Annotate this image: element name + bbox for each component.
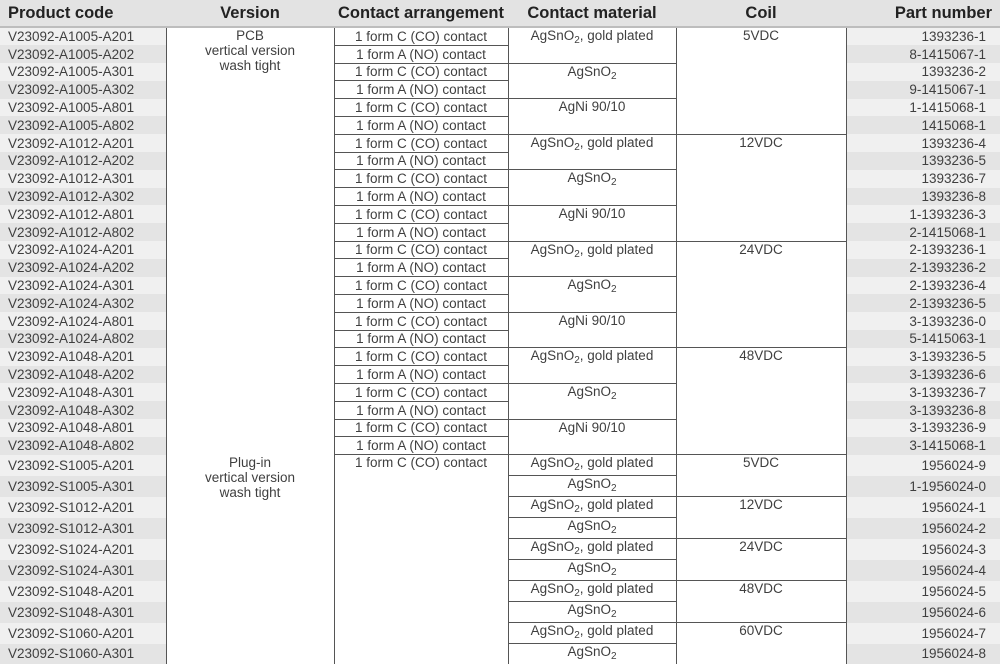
product-code-cell: V23092-A1005-A802 <box>0 116 166 134</box>
table-row <box>0 152 1000 170</box>
material-subscript: 2 <box>610 70 617 82</box>
contact-material-cell <box>508 63 676 99</box>
part-number-cell: 1393236-5 <box>846 152 1000 170</box>
material-subscript: 2 <box>610 651 617 663</box>
contact-material-cell <box>508 205 676 241</box>
contact-arrangement-cell: 1 form A (NO) contact <box>334 366 508 384</box>
product-code-cell: V23092-S1024-A301 <box>0 560 166 581</box>
table-row <box>0 99 1000 117</box>
part-number-cell: 1-1393236-3 <box>846 205 1000 223</box>
part-number-cell: 1956024-2 <box>846 518 1000 539</box>
coil-cell: 5VDC <box>676 455 846 497</box>
contact-arrangement-cell: 1 form A (NO) contact <box>334 437 508 455</box>
material-name: AgSnO <box>567 383 611 399</box>
table-row <box>0 259 1000 277</box>
product-code-cell: V23092-A1012-A201 <box>0 134 166 152</box>
coil-cell: 48VDC <box>676 581 846 623</box>
material-suffix: , gold plated <box>579 455 654 471</box>
contact-arrangement-cell: 1 form A (NO) contact <box>334 330 508 348</box>
contact-arrangement-cell: 1 form A (NO) contact <box>334 45 508 63</box>
part-number-cell: 3-1393236-5 <box>846 348 1000 366</box>
part-number-cell: 1956024-9 <box>846 455 1000 476</box>
contact-arrangement-cell: 1 form C (CO) contact <box>334 63 508 81</box>
part-number-cell: 3-1393236-0 <box>846 312 1000 330</box>
material-name: AgSnO <box>530 28 575 43</box>
part-number-cell: 1956024-1 <box>846 497 1000 518</box>
part-number-cell: 3-1415068-1 <box>846 437 1000 455</box>
material-name: AgSnO <box>567 560 611 576</box>
product-code-cell: V23092-A1048-A801 <box>0 419 166 437</box>
version-line: wash tight <box>219 58 281 73</box>
material-suffix: , gold plated <box>579 28 654 43</box>
material-subscript: 2 <box>574 248 580 260</box>
material-name: AgSnO <box>530 134 575 150</box>
part-number-cell: 2-1393236-1 <box>846 241 1000 259</box>
product-code-cell: V23092-A1024-A201 <box>0 241 166 259</box>
part-number-cell: 8-1415067-1 <box>846 45 1000 63</box>
version-line: vertical version <box>204 469 296 485</box>
contact-material-cell <box>508 476 676 497</box>
part-number-cell: 1-1415068-1 <box>846 99 1000 117</box>
product-code-cell: V23092-A1005-A801 <box>0 99 166 117</box>
version-cell <box>166 27 334 455</box>
header-part-number: Part number <box>846 0 1000 27</box>
product-code-cell: V23092-A1024-A301 <box>0 277 166 295</box>
product-code-cell: V23092-S1005-A301 <box>0 476 166 497</box>
table-row <box>0 455 1000 476</box>
table-row <box>0 330 1000 348</box>
table-row <box>0 294 1000 312</box>
header-row <box>0 0 1000 27</box>
table-row <box>0 63 1000 81</box>
coil-cell: 24VDC <box>676 539 846 581</box>
material-subscript: 2 <box>574 462 580 474</box>
contact-material-cell <box>508 99 676 135</box>
material-suffix: , gold plated <box>579 134 654 150</box>
contact-material-cell <box>508 581 676 602</box>
contact-arrangement-cell: 1 form A (NO) contact <box>334 188 508 206</box>
product-code-cell: V23092-A1024-A302 <box>0 294 166 312</box>
contact-arrangement-cell: 1 form C (CO) contact <box>334 348 508 366</box>
contact-arrangement-cell: 1 form C (CO) contact <box>334 205 508 223</box>
product-code-cell: V23092-A1048-A301 <box>0 383 166 401</box>
contact-arrangement-cell: 1 form C (CO) contact <box>334 99 508 117</box>
part-number-cell: 9-1415067-1 <box>846 81 1000 99</box>
contact-arrangement-cell: 1 form C (CO) contact <box>334 241 508 259</box>
material-subscript: 2 <box>610 177 617 189</box>
material-subscript: 2 <box>574 141 580 153</box>
material-suffix: , gold plated <box>579 539 654 555</box>
contact-material-cell <box>508 539 676 560</box>
material-name: AgSnO <box>530 539 575 555</box>
part-number-cell: 2-1393236-2 <box>846 259 1000 277</box>
product-code-cell: V23092-A1024-A802 <box>0 330 166 348</box>
table-row <box>0 437 1000 455</box>
part-number-cell: 1393236-4 <box>846 134 1000 152</box>
material-suffix: , gold plated <box>579 348 654 364</box>
product-code-cell: V23092-S1012-A301 <box>0 518 166 539</box>
part-number-cell: 3-1393236-8 <box>846 401 1000 419</box>
contact-arrangement-cell: 1 form C (CO) contact <box>334 277 508 295</box>
table-row <box>0 366 1000 384</box>
part-number-cell: 1956024-4 <box>846 560 1000 581</box>
table-row <box>0 401 1000 419</box>
contact-arrangement-cell: 1 form A (NO) contact <box>334 259 508 277</box>
material-subscript: 2 <box>574 588 580 600</box>
contact-arrangement-cell: 1 form C (CO) contact <box>334 312 508 330</box>
contact-arrangement-cell: 1 form A (NO) contact <box>334 401 508 419</box>
contact-material-cell <box>508 419 676 455</box>
product-code-cell: V23092-A1024-A202 <box>0 259 166 277</box>
contact-arrangement-cell: 1 form A (NO) contact <box>334 116 508 134</box>
product-code-cell: V23092-A1012-A301 <box>0 170 166 188</box>
product-code-cell: V23092-S1024-A201 <box>0 539 166 560</box>
version-line: PCB <box>236 28 264 43</box>
coil-cell: 5VDC <box>676 27 846 134</box>
material-name: AgSnO <box>530 623 575 639</box>
header-coil: Coil <box>676 0 846 27</box>
coil-cell: 12VDC <box>676 497 846 539</box>
contact-arrangement-cell: 1 form C (CO) contact <box>334 419 508 437</box>
table-body <box>0 27 1000 664</box>
version-cell <box>166 455 334 664</box>
contact-material-cell <box>508 277 676 313</box>
header-contact-arrangement: Contact arrangement <box>334 0 508 27</box>
contact-arrangement-cell: 1 form C (CO) contact <box>334 455 508 664</box>
contact-arrangement-cell: 1 form C (CO) contact <box>334 383 508 401</box>
part-number-cell: 1393236-7 <box>846 170 1000 188</box>
part-number-cell: 1956024-5 <box>846 581 1000 602</box>
contact-arrangement-cell: 1 form C (CO) contact <box>334 27 508 45</box>
coil-cell: 60VDC <box>676 623 846 664</box>
version-line: vertical version <box>204 43 296 58</box>
material-name: AgSnO <box>530 241 575 257</box>
contact-material-cell <box>508 241 676 277</box>
part-number-cell: 3-1393236-9 <box>846 419 1000 437</box>
header-contact-material: Contact material <box>508 0 676 27</box>
material-suffix: , gold plated <box>579 497 654 513</box>
table-row <box>0 27 1000 45</box>
table-row <box>0 223 1000 241</box>
material-subscript: 2 <box>610 390 617 402</box>
version-line: Plug-in <box>228 454 272 470</box>
part-number-cell: 3-1393236-7 <box>846 383 1000 401</box>
product-code-cell: V23092-A1048-A201 <box>0 348 166 366</box>
contact-material-cell <box>508 455 676 476</box>
part-number-cell: 5-1415063-1 <box>846 330 1000 348</box>
table-row <box>0 312 1000 330</box>
part-number-cell: 2-1393236-4 <box>846 277 1000 295</box>
material-subscript: 2 <box>574 546 580 558</box>
table-row <box>0 241 1000 259</box>
table-row <box>0 188 1000 206</box>
coil-cell: 48VDC <box>676 348 846 455</box>
material-subscript: 2 <box>574 630 580 642</box>
table-row <box>0 205 1000 223</box>
contact-material-cell <box>508 383 676 419</box>
table-row <box>0 81 1000 99</box>
product-code-cell: V23092-A1024-A801 <box>0 312 166 330</box>
table-row <box>0 134 1000 152</box>
contact-material-cell <box>508 134 676 170</box>
product-code-cell: V23092-A1012-A802 <box>0 223 166 241</box>
material-name: AgSnO <box>567 602 611 618</box>
product-code-cell: V23092-S1060-A301 <box>0 644 166 664</box>
contact-arrangement-cell: 1 form A (NO) contact <box>334 152 508 170</box>
material-name: AgNi 90/10 <box>558 312 626 328</box>
part-number-cell: 1956024-3 <box>846 539 1000 560</box>
part-number-cell: 2-1415068-1 <box>846 223 1000 241</box>
material-name: AgSnO <box>567 476 611 492</box>
material-name: AgNi 90/10 <box>558 419 626 435</box>
table-row <box>0 45 1000 63</box>
material-suffix: , gold plated <box>579 241 654 257</box>
product-code-cell: V23092-A1012-A801 <box>0 205 166 223</box>
product-code-cell: V23092-A1012-A302 <box>0 188 166 206</box>
material-subscript: 2 <box>610 567 617 579</box>
part-number-cell: 2-1393236-5 <box>846 294 1000 312</box>
product-code-cell: V23092-A1012-A202 <box>0 152 166 170</box>
material-name: AgSnO <box>530 497 575 513</box>
product-code-cell: V23092-A1005-A301 <box>0 63 166 81</box>
material-suffix: , gold plated <box>579 581 654 597</box>
product-code-cell: V23092-S1005-A201 <box>0 455 166 476</box>
contact-material-cell <box>508 560 676 581</box>
part-number-cell: 1956024-7 <box>846 623 1000 644</box>
material-subscript: 2 <box>610 525 617 537</box>
product-code-cell: V23092-A1048-A802 <box>0 437 166 455</box>
product-code-cell: V23092-S1048-A301 <box>0 602 166 623</box>
contact-arrangement-cell: 1 form A (NO) contact <box>334 81 508 99</box>
material-subscript: 2 <box>610 483 617 495</box>
contact-arrangement-cell: 1 form C (CO) contact <box>334 134 508 152</box>
material-name: AgSnO <box>567 170 611 186</box>
table-row <box>0 348 1000 366</box>
part-number-cell: 1393236-8 <box>846 188 1000 206</box>
material-name: AgSnO <box>530 348 575 364</box>
product-code-cell: V23092-A1005-A201 <box>0 27 166 45</box>
material-name: AgSnO <box>567 518 611 534</box>
table-row <box>0 170 1000 188</box>
header-version: Version <box>166 0 334 27</box>
part-number-cell: 3-1393236-6 <box>846 366 1000 384</box>
product-code-cell: V23092-S1012-A201 <box>0 497 166 518</box>
part-number-cell: 1-1956024-0 <box>846 476 1000 497</box>
table-row <box>0 383 1000 401</box>
material-subscript: 2 <box>610 284 617 296</box>
contact-material-cell <box>508 602 676 623</box>
contact-material-cell <box>508 518 676 539</box>
material-subscript: 2 <box>574 35 580 46</box>
table-row <box>0 277 1000 295</box>
material-name: AgSnO <box>567 277 611 293</box>
table-row <box>0 116 1000 134</box>
contact-arrangement-cell: 1 form C (CO) contact <box>334 170 508 188</box>
material-subscript: 2 <box>574 355 580 367</box>
contact-material-cell <box>508 312 676 348</box>
material-name: AgSnO <box>530 581 575 597</box>
product-code-cell: V23092-S1048-A201 <box>0 581 166 602</box>
material-subscript: 2 <box>610 609 617 621</box>
part-number-cell: 1415068-1 <box>846 116 1000 134</box>
contact-material-cell <box>508 348 676 384</box>
part-number-cell: 1956024-8 <box>846 644 1000 664</box>
contact-material-cell <box>508 623 676 644</box>
product-code-cell: V23092-S1060-A201 <box>0 623 166 644</box>
contact-arrangement-cell: 1 form A (NO) contact <box>334 223 508 241</box>
part-number-cell: 1393236-1 <box>846 27 1000 45</box>
material-subscript: 2 <box>574 504 580 516</box>
part-number-cell: 1393236-2 <box>846 63 1000 81</box>
material-name: AgNi 90/10 <box>558 205 626 221</box>
material-name: AgSnO <box>530 455 575 471</box>
material-name: AgNi 90/10 <box>558 99 626 115</box>
contact-material-cell <box>508 497 676 518</box>
product-code-cell: V23092-A1005-A302 <box>0 81 166 99</box>
contact-material-cell <box>508 170 676 206</box>
contact-material-cell <box>508 644 676 664</box>
product-code-cell: V23092-A1005-A202 <box>0 45 166 63</box>
coil-cell: 12VDC <box>676 134 846 241</box>
product-code-cell: V23092-A1048-A202 <box>0 366 166 384</box>
product-code-cell: V23092-A1048-A302 <box>0 401 166 419</box>
material-name: AgSnO <box>567 63 611 79</box>
coil-cell: 24VDC <box>676 241 846 348</box>
material-name: AgSnO <box>567 644 611 660</box>
version-line: wash tight <box>219 484 281 500</box>
part-number-cell: 1956024-6 <box>846 602 1000 623</box>
table-row <box>0 419 1000 437</box>
contact-arrangement-cell: 1 form A (NO) contact <box>334 294 508 312</box>
material-suffix: , gold plated <box>579 623 654 639</box>
contact-material-cell <box>508 27 676 63</box>
header-product-code: Product code <box>0 0 166 27</box>
